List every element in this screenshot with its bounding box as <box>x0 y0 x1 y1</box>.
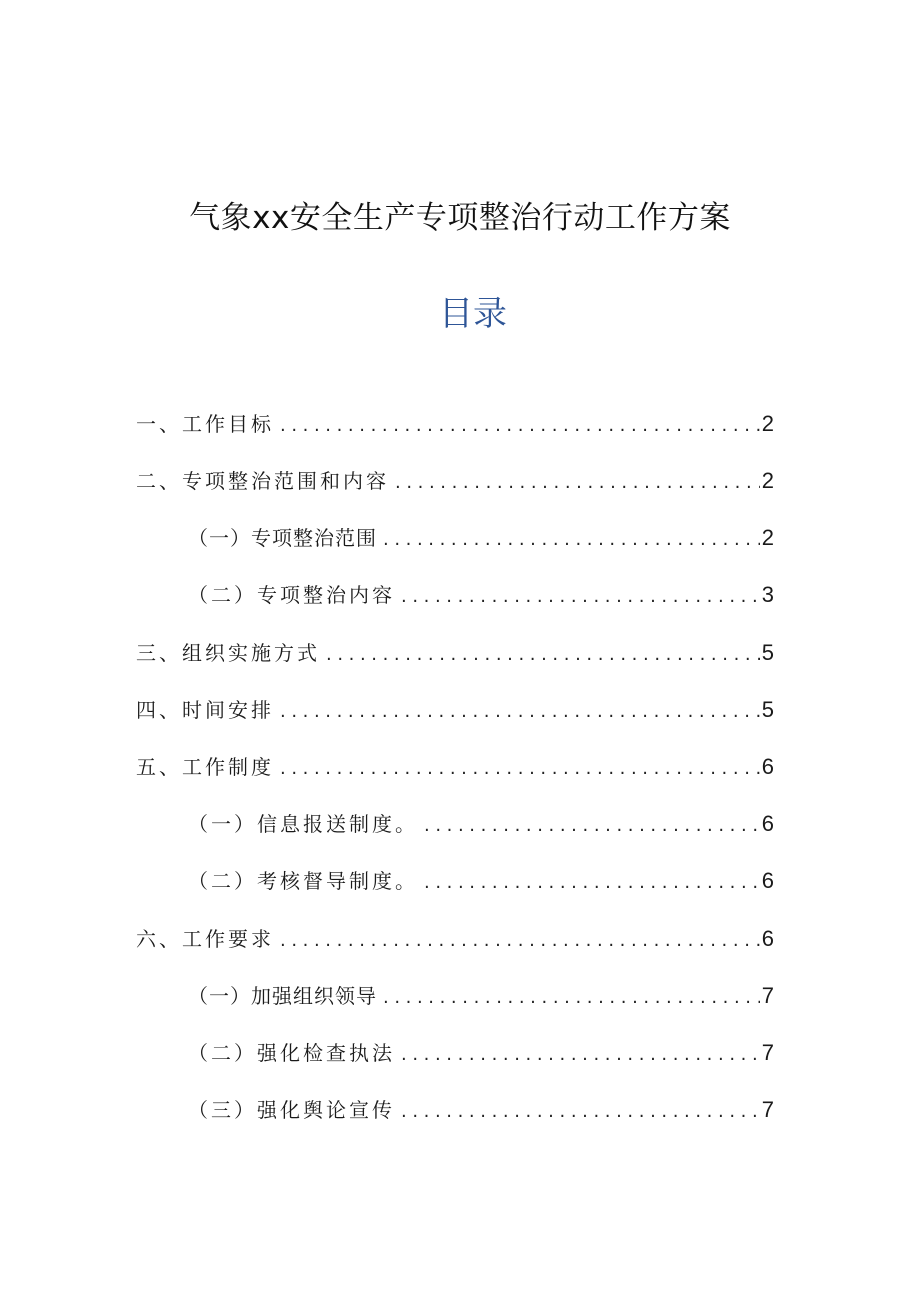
toc-entry-label: （一）专项整治范围 <box>188 526 377 550</box>
toc-entry[interactable] <box>188 810 774 838</box>
toc-entry-label: 三、组织实施方式 <box>136 641 320 665</box>
toc-entry-label: 一、工作目标 <box>136 412 274 436</box>
toc-dot-leader <box>424 869 760 897</box>
toc-entry-label: （一）信息报送制度。 <box>188 812 418 836</box>
toc-dot-leader <box>395 469 760 497</box>
toc-dot-leader <box>383 526 760 554</box>
toc-entry-label: 五、工作制度 <box>136 755 274 779</box>
toc-page-number: 7 <box>761 1040 774 1065</box>
toc-page-number: 2 <box>761 525 774 550</box>
toc-entry[interactable] <box>136 410 774 438</box>
toc-dot-leader <box>280 698 760 726</box>
toc-entry-label: （三）强化舆论宣传 <box>188 1098 395 1122</box>
toc-entry[interactable] <box>136 753 774 781</box>
toc-dot-leader <box>280 927 760 955</box>
toc-page-number: 5 <box>761 640 774 665</box>
toc-page-number: 6 <box>761 754 774 779</box>
toc-entry[interactable] <box>136 925 774 953</box>
toc-entry-label: （一）加强组织领导 <box>188 984 377 1008</box>
toc-entry[interactable] <box>188 524 774 552</box>
toc-dot-leader <box>326 641 760 669</box>
toc-page-number: 7 <box>761 983 774 1008</box>
toc-page-number: 2 <box>761 411 774 436</box>
toc-dot-leader <box>401 1041 760 1069</box>
toc-dot-leader <box>424 812 760 840</box>
toc-page-number: 6 <box>761 926 774 951</box>
toc-entry[interactable] <box>188 867 774 895</box>
toc-page-number: 2 <box>761 468 774 493</box>
toc-heading: 目录 <box>439 294 507 334</box>
toc-entry[interactable] <box>188 1039 774 1067</box>
toc-entry-label: 六、工作要求 <box>136 927 274 951</box>
toc-entry-label: 四、时间安排 <box>136 698 274 722</box>
toc-entry[interactable] <box>136 696 774 724</box>
toc-page-number: 6 <box>761 811 774 836</box>
toc-entry-label: （二）专项整治内容 <box>188 583 395 607</box>
toc-entry-label: 二、专项整治范围和内容 <box>136 469 389 493</box>
toc-dot-leader <box>401 583 760 611</box>
toc-entry[interactable] <box>188 982 774 1010</box>
toc-entry-label: （二）考核督导制度。 <box>188 869 418 893</box>
toc-entry[interactable] <box>188 581 774 609</box>
toc-entry-label: （二）强化检查执法 <box>188 1041 395 1065</box>
toc-dot-leader <box>280 412 760 440</box>
toc-page-number: 7 <box>761 1097 774 1122</box>
toc-entry[interactable] <box>188 1096 774 1124</box>
toc-dot-leader <box>280 755 760 783</box>
toc-page-number: 6 <box>761 868 774 893</box>
toc-entry[interactable] <box>136 467 774 495</box>
toc-dot-leader <box>383 984 760 1012</box>
toc-page-number: 3 <box>761 582 774 607</box>
toc-entry[interactable] <box>136 639 774 667</box>
document-title: 气象xx安全生产专项整治行动工作方案 <box>189 200 731 236</box>
toc-page-number: 5 <box>761 697 774 722</box>
toc-dot-leader <box>401 1098 760 1126</box>
